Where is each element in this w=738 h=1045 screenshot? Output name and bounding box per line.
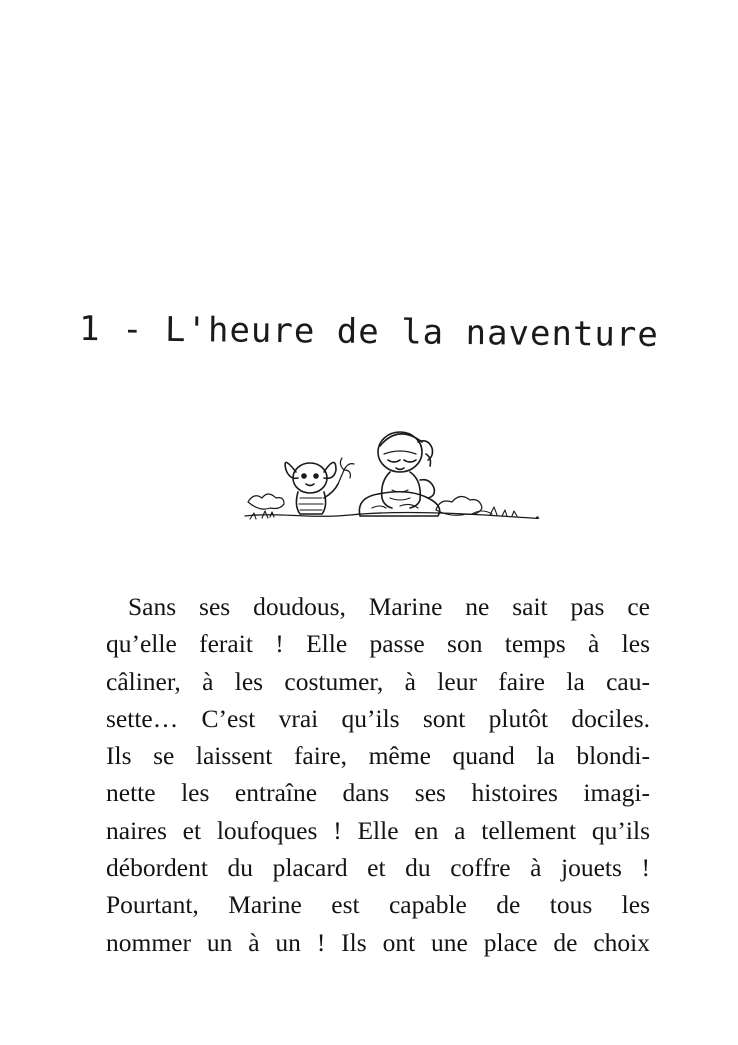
text-line: sette… C’est vrai qu’ils sont plutôt dociles. bbox=[106, 703, 650, 733]
text-line: Ils se laissent faire, même quand la blondi- bbox=[106, 741, 650, 771]
text-line: câliner, à les costumer, à leur faire la cau- bbox=[106, 666, 650, 696]
bunny-and-girl-sketch-icon bbox=[240, 420, 540, 532]
chapter-title: 1 - L'heure de la naventure bbox=[78, 308, 660, 356]
text-line: nette les entraîne dans ses histoires imagi- bbox=[106, 778, 650, 808]
text-line: naires et loufoques ! Elle en a tellement qu’ils bbox=[106, 815, 650, 845]
text-line: nommer un à un ! Ils ont une place de choix bbox=[106, 927, 650, 957]
text-line: Pourtant, Marine est capable de tous les bbox=[106, 890, 650, 920]
text-line: qu’elle ferait ! Elle passe son temps à les bbox=[106, 629, 650, 659]
body-text bbox=[106, 588, 650, 961]
text-line: débordent du placard et du coffre à jouets ! bbox=[106, 853, 650, 883]
text-line: Sans ses doudous, Marine ne sait pas ce bbox=[128, 592, 650, 621]
